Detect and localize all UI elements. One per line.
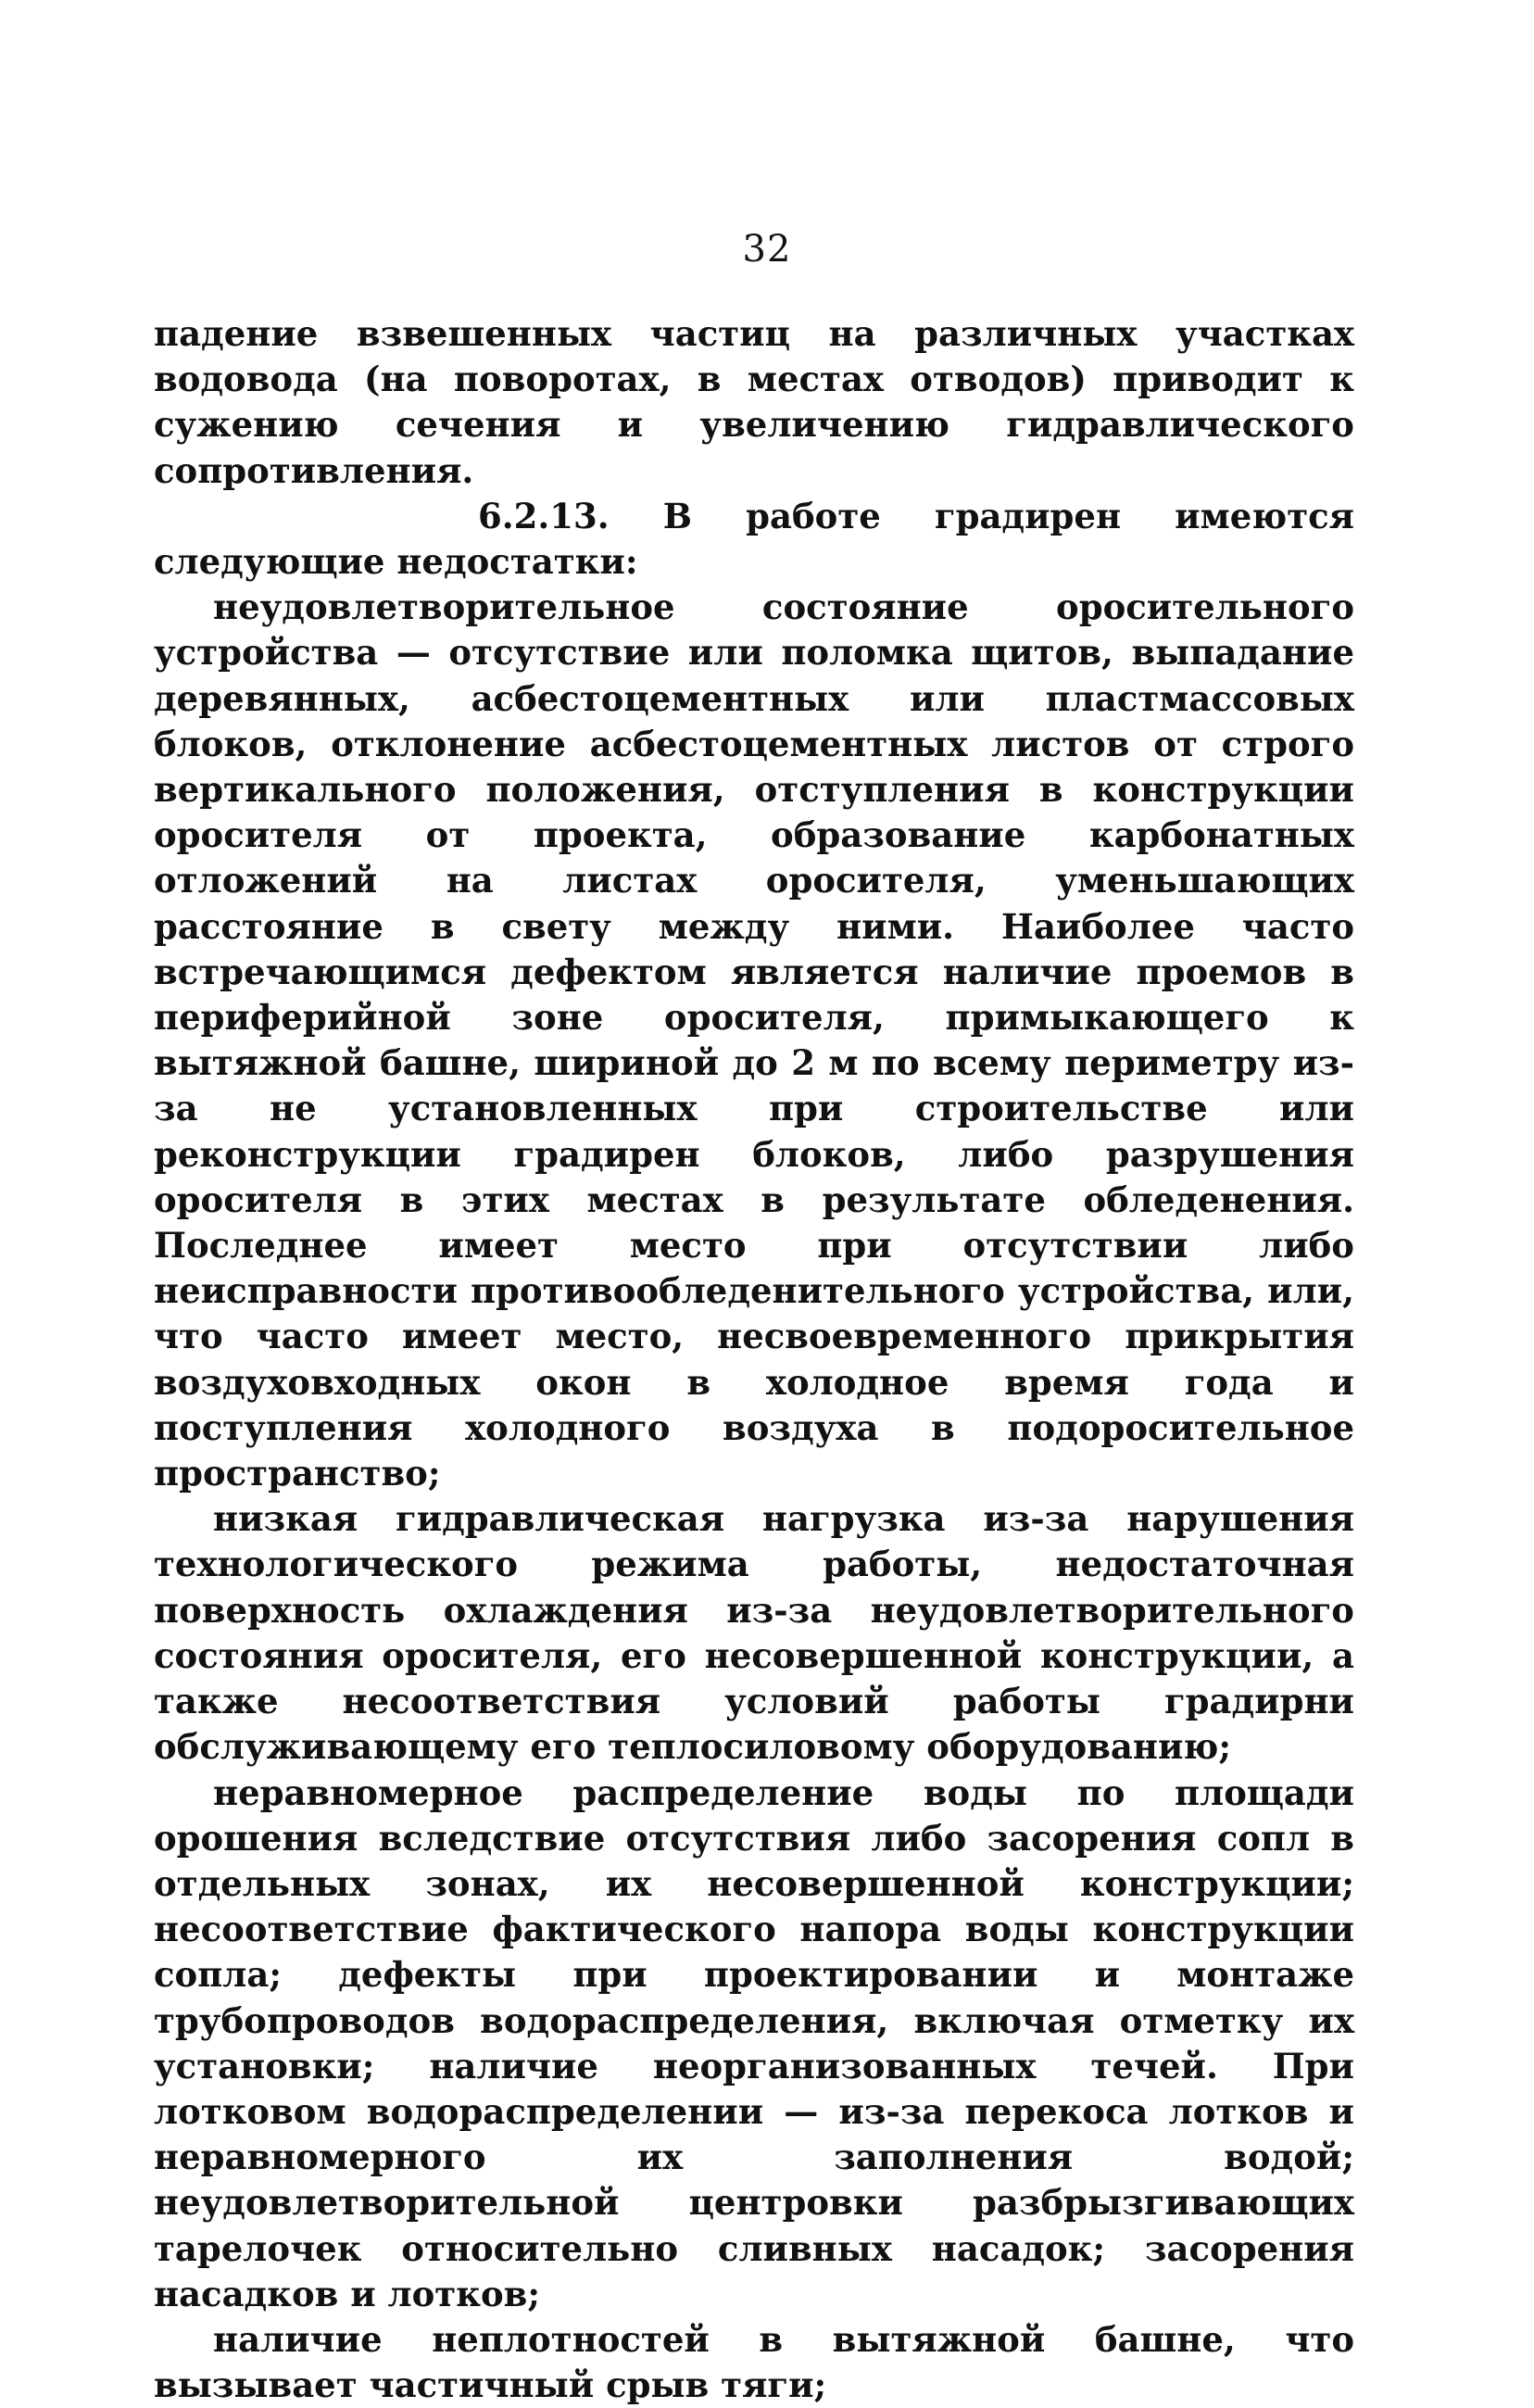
list-item-water-distribution: неравномерное распределение воды по площади орошения вследствие отсутствия либо засорения сопл в отдельных зонах, их несовершенной конструкции; несоответствие фактического напора воды конструкции сопла; дефекты при проектировании и монтаже трубопроводов водораспределения, включая отметку их установки; наличие неорганизованных течей. При лотковом водораспределении — из-за перекоса лотков и неравномерного их заполнения водой; неудовлетворительной центровки разбрызгивающих тарелочек относительно сливных насадок; засорения насадков и лотков; — [154, 1771, 1354, 2314]
list-item-irrigation-state: неудовлетворительное состояние оросительного устройства — отсутствие или поломка щитов, выпадание деревянных, асбестоцементных или пластмассовых блоков, отклонение асбестоцементных листов от строго вертикального положения, отступления в конструкции оросителя от проекта, образование карбонатных отложений на листах оросителя, уменьшающих расстояние в свету между ними. Наиболее часто встречающимся дефектом является наличие проемов в периферийной зоне оросителя, примыкающего к вытяжной башне, шириной до 2 м по всему периметру из-за не установленных при строительстве или реконструкции градирен блоков, либо разрушения оросителя в этих местах в результате обледенения. Последнее имеет место при отсутствии либо неисправности противообледенительного устройства, или, что часто имеет место, несвоевременного прикрытия воздуховходных окон в холодное время года и поступления холодного воздуха в подоросительное пространство; — [154, 586, 1354, 1494]
paragraph-continuation: падение взвешенных частиц на различных участках водовода (на поворотах, в местах отводов) приводит к сужению сечения и увеличению гидравлического сопротивления. — [154, 313, 1354, 491]
body-text — [154, 311, 1354, 2408]
list-item-hydraulic-load: низкая гидравлическая нагрузка из-за нарушения технологического режима работы, недостаточная поверхность охлаждения из-за неудовлетворительного состояния оросителя, его несовершенной конструкции, а также несоответствия условий работы градирни обслуживающему его теплосиловому оборудованию; — [154, 1498, 1354, 1768]
list-item-tower-leaks: наличие неплотностей в вытяжной башне, что вызывает частичный срыв тяги; — [154, 2318, 1354, 2406]
page-number: 32 — [742, 228, 792, 271]
section-heading-paragraph: 6.2.13. В работе градирен имеются следующие недостатки: — [154, 495, 1354, 583]
